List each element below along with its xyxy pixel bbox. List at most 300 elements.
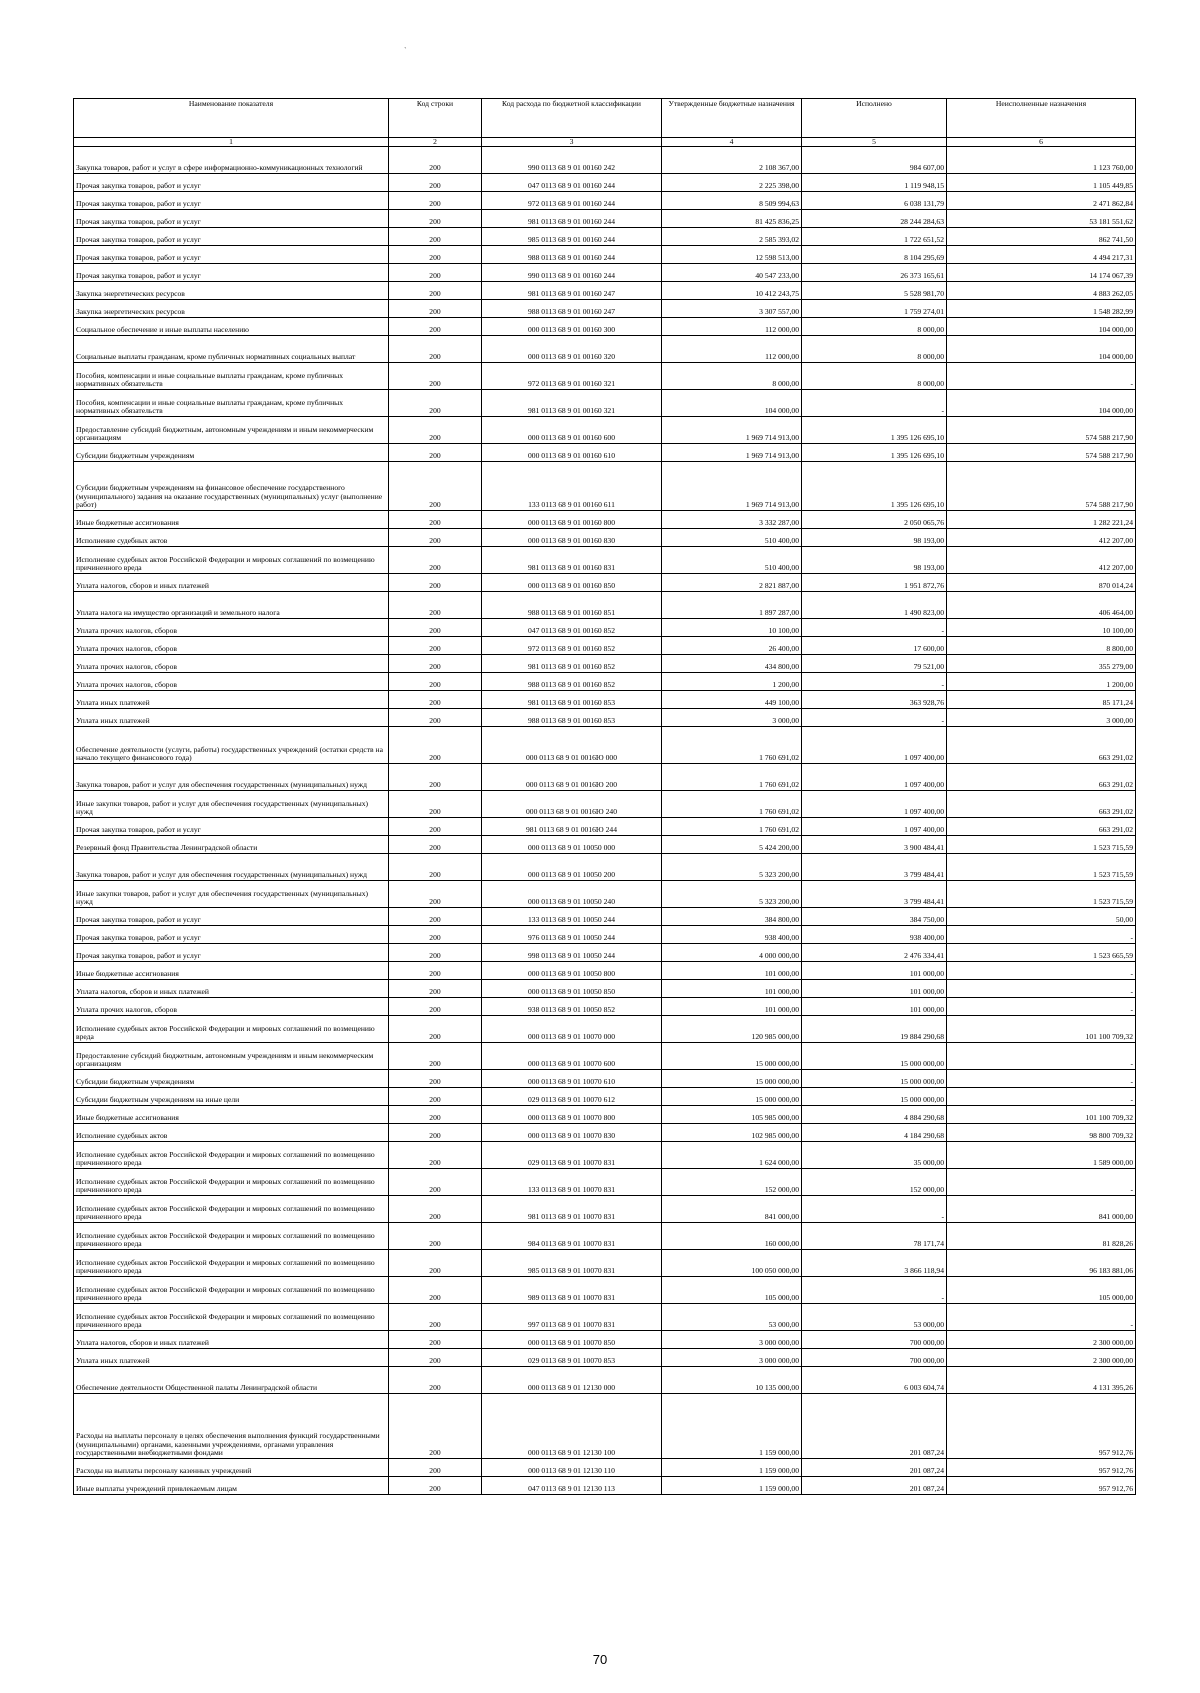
- row-line-code: 200: [389, 363, 482, 390]
- row-unexecuted: 85 171,24: [947, 691, 1136, 709]
- row-budget-code: 000 0113 68 9 01 10070 000: [482, 1016, 662, 1043]
- row-line-code: 200: [389, 1142, 482, 1169]
- table-row: [74, 300, 1136, 318]
- row-budget-code: 981 0113 68 9 01 00160 831: [482, 547, 662, 574]
- row-approved: 1 159 000,00: [662, 1459, 802, 1477]
- row-line-code: 200: [389, 1106, 482, 1124]
- row-name: Расходы на выплаты персоналу в целях обеспечения выполнения функций государственными (муниципальными) органами, казенными учреждениями, органами управления государственными внебюджетными фондами: [74, 1394, 389, 1459]
- row-unexecuted: -: [947, 1304, 1136, 1331]
- row-approved: 2 225 398,00: [662, 174, 802, 192]
- row-budget-code: 000 0113 68 9 01 10070 610: [482, 1070, 662, 1088]
- row-name: Прочая закупка товаров, работ и услуг: [74, 246, 389, 264]
- row-unexecuted: 574 588 217,90: [947, 417, 1136, 444]
- row-approved: 112 000,00: [662, 318, 802, 336]
- row-executed: 101 000,00: [802, 998, 947, 1016]
- row-name: Резервный фонд Правительства Ленинградской области: [74, 836, 389, 854]
- row-name: Исполнение судебных актов Российской Федерации и мировых соглашений по возмещению причиненного вреда: [74, 1277, 389, 1304]
- row-line-code: 200: [389, 1477, 482, 1495]
- row-unexecuted: 104 000,00: [947, 336, 1136, 363]
- table-row: [74, 1142, 1136, 1169]
- row-budget-code: 000 0113 68 9 01 12130 100: [482, 1394, 662, 1459]
- page-number: 70: [592, 1652, 608, 1667]
- row-unexecuted: 50,00: [947, 908, 1136, 926]
- table-row: [74, 691, 1136, 709]
- row-unexecuted: -: [947, 962, 1136, 980]
- row-unexecuted: 8 800,00: [947, 637, 1136, 655]
- row-line-code: 200: [389, 1459, 482, 1477]
- row-approved: 152 000,00: [662, 1169, 802, 1196]
- table-row: [74, 592, 1136, 619]
- row-line-code: 200: [389, 836, 482, 854]
- row-unexecuted: 406 464,00: [947, 592, 1136, 619]
- row-name: Исполнение судебных актов Российской Федерации и мировых соглашений по возмещению вреда: [74, 1016, 389, 1043]
- row-executed: 384 750,00: [802, 908, 947, 926]
- row-budget-code: 000 0113 68 9 01 10050 800: [482, 962, 662, 980]
- row-unexecuted: 412 207,00: [947, 529, 1136, 547]
- row-executed: -: [802, 619, 947, 637]
- table-row: [74, 174, 1136, 192]
- column-number: 3: [482, 138, 662, 147]
- row-budget-code: 988 0113 68 9 01 00160 853: [482, 709, 662, 727]
- table-row: [74, 998, 1136, 1016]
- row-executed: 201 087,24: [802, 1459, 947, 1477]
- row-name: Предоставление субсидий бюджетным, автономным учреждениям и иным некоммерческим организациям: [74, 1043, 389, 1070]
- table-row: [74, 1250, 1136, 1277]
- row-line-code: 200: [389, 673, 482, 691]
- row-approved: 2 821 887,00: [662, 574, 802, 592]
- row-line-code: 200: [389, 1016, 482, 1043]
- row-approved: 53 000,00: [662, 1304, 802, 1331]
- row-line-code: 200: [389, 264, 482, 282]
- row-line-code: 200: [389, 174, 482, 192]
- row-unexecuted: -: [947, 980, 1136, 998]
- row-executed: 3 799 484,41: [802, 854, 947, 881]
- row-budget-code: 000 0113 68 9 01 10050 240: [482, 881, 662, 908]
- table-row: [74, 318, 1136, 336]
- row-line-code: 200: [389, 1070, 482, 1088]
- row-name: Субсидии бюджетным учреждениям на финансовое обеспечение государственного (муниципального) задания на оказание государственных (муниципальных) услуг (выполнение работ): [74, 462, 389, 511]
- row-unexecuted: -: [947, 363, 1136, 390]
- row-line-code: 200: [389, 1367, 482, 1394]
- table-row: [74, 462, 1136, 511]
- row-approved: 15 000 000,00: [662, 1070, 802, 1088]
- table-row: [74, 574, 1136, 592]
- row-executed: -: [802, 390, 947, 417]
- row-line-code: 200: [389, 637, 482, 655]
- row-approved: 3 307 557,00: [662, 300, 802, 318]
- row-budget-code: 984 0113 68 9 01 10070 831: [482, 1223, 662, 1250]
- row-executed: 4 884 290,68: [802, 1106, 947, 1124]
- row-approved: 102 985 000,00: [662, 1124, 802, 1142]
- row-executed: 19 884 290,68: [802, 1016, 947, 1043]
- row-executed: 938 400,00: [802, 926, 947, 944]
- row-name: Прочая закупка товаров, работ и услуг: [74, 210, 389, 228]
- row-executed: 1 097 400,00: [802, 727, 947, 764]
- row-approved: 12 598 513,00: [662, 246, 802, 264]
- row-budget-code: 000 0113 68 9 01 10050 000: [482, 836, 662, 854]
- table-row: [74, 390, 1136, 417]
- row-budget-code: 981 0113 68 9 01 10070 831: [482, 1196, 662, 1223]
- row-unexecuted: 1 523 715,59: [947, 854, 1136, 881]
- header-indicator-name: Наименование показателя: [74, 99, 389, 138]
- row-line-code: 200: [389, 1124, 482, 1142]
- row-approved: 40 547 233,00: [662, 264, 802, 282]
- row-unexecuted: 4 883 262,05: [947, 282, 1136, 300]
- row-budget-code: 000 0113 68 9 01 00160 830: [482, 529, 662, 547]
- row-budget-code: 000 0113 68 9 01 10050 850: [482, 980, 662, 998]
- row-line-code: 200: [389, 228, 482, 246]
- row-budget-code: 047 0113 68 9 01 00160 244: [482, 174, 662, 192]
- row-executed: 15 000 000,00: [802, 1088, 947, 1106]
- row-name: Исполнение судебных актов Российской Федерации и мировых соглашений по возмещению причиненного вреда: [74, 547, 389, 574]
- row-executed: 984 607,00: [802, 147, 947, 174]
- row-approved: 5 323 200,00: [662, 854, 802, 881]
- table-row: [74, 1394, 1136, 1459]
- row-unexecuted: 663 291,02: [947, 727, 1136, 764]
- row-line-code: 200: [389, 529, 482, 547]
- table-row: [74, 1331, 1136, 1349]
- row-name: Обеспечение деятельности Общественной палаты Ленинградской области: [74, 1367, 389, 1394]
- row-unexecuted: -: [947, 1169, 1136, 1196]
- row-budget-code: 981 0113 68 9 01 00160 853: [482, 691, 662, 709]
- row-approved: 101 000,00: [662, 962, 802, 980]
- row-budget-code: 972 0113 68 9 01 00160 244: [482, 192, 662, 210]
- table-header-row: [74, 99, 1136, 138]
- row-name: Уплата налога на имущество организаций и земельного налога: [74, 592, 389, 619]
- row-line-code: 200: [389, 1169, 482, 1196]
- row-line-code: 200: [389, 655, 482, 673]
- row-budget-code: 972 0113 68 9 01 00160 852: [482, 637, 662, 655]
- row-budget-code: 000 0113 68 9 01 10050 200: [482, 854, 662, 881]
- row-approved: 3 332 287,00: [662, 511, 802, 529]
- row-approved: 3 000 000,00: [662, 1331, 802, 1349]
- row-budget-code: 985 0113 68 9 01 10070 831: [482, 1250, 662, 1277]
- row-budget-code: 000 0113 68 9 01 00160 600: [482, 417, 662, 444]
- table-row: [74, 727, 1136, 764]
- row-budget-code: 133 0113 68 9 01 10050 244: [482, 908, 662, 926]
- row-name: Прочая закупка товаров, работ и услуг: [74, 192, 389, 210]
- column-number: 6: [947, 138, 1136, 147]
- table-row: [74, 336, 1136, 363]
- row-executed: 26 373 165,61: [802, 264, 947, 282]
- row-approved: 1 159 000,00: [662, 1477, 802, 1495]
- row-approved: 3 000 000,00: [662, 1349, 802, 1367]
- row-name: Иные бюджетные ассигнования: [74, 1106, 389, 1124]
- row-unexecuted: 96 183 881,06: [947, 1250, 1136, 1277]
- row-unexecuted: 81 828,26: [947, 1223, 1136, 1250]
- row-executed: 4 184 290,68: [802, 1124, 947, 1142]
- row-budget-code: 989 0113 68 9 01 10070 831: [482, 1277, 662, 1304]
- row-name: Иные выплаты учреждений привлекаемым лицам: [74, 1477, 389, 1495]
- table-row: [74, 673, 1136, 691]
- table-row: [74, 147, 1136, 174]
- column-number: 1: [74, 138, 389, 147]
- row-executed: 1 395 126 695,10: [802, 417, 947, 444]
- table-row: [74, 791, 1136, 818]
- row-approved: 384 800,00: [662, 908, 802, 926]
- row-name: Иные закупки товаров, работ и услуг для обеспечения государственных (муниципальных) нужд: [74, 881, 389, 908]
- row-executed: 1 097 400,00: [802, 791, 947, 818]
- row-line-code: 200: [389, 998, 482, 1016]
- row-approved: 1 969 714 913,00: [662, 462, 802, 511]
- row-budget-code: 938 0113 68 9 01 10050 852: [482, 998, 662, 1016]
- table-row: [74, 926, 1136, 944]
- row-name: Уплата прочих налогов, сборов: [74, 673, 389, 691]
- row-approved: 15 000 000,00: [662, 1043, 802, 1070]
- row-budget-code: 990 0113 68 9 01 00160 242: [482, 147, 662, 174]
- row-line-code: 200: [389, 1043, 482, 1070]
- row-approved: 101 000,00: [662, 998, 802, 1016]
- column-number: 2: [389, 138, 482, 147]
- row-budget-code: 000 0113 68 9 01 0016Ю 200: [482, 764, 662, 791]
- row-unexecuted: 957 912,76: [947, 1477, 1136, 1495]
- row-line-code: 200: [389, 619, 482, 637]
- row-approved: 1 760 691,02: [662, 764, 802, 791]
- table-row: [74, 1088, 1136, 1106]
- row-unexecuted: 101 100 709,32: [947, 1106, 1136, 1124]
- row-budget-code: 972 0113 68 9 01 00160 321: [482, 363, 662, 390]
- table-row: [74, 210, 1136, 228]
- row-budget-code: 000 0113 68 9 01 00160 800: [482, 511, 662, 529]
- row-executed: 201 087,24: [802, 1477, 947, 1495]
- row-name: Исполнение судебных актов Российской Федерации и мировых соглашений по возмещению причиненного вреда: [74, 1142, 389, 1169]
- row-executed: 53 000,00: [802, 1304, 947, 1331]
- row-budget-code: 985 0113 68 9 01 00160 244: [482, 228, 662, 246]
- header-executed: Исполнено: [802, 99, 947, 138]
- row-line-code: 200: [389, 818, 482, 836]
- row-budget-code: 029 0113 68 9 01 10070 853: [482, 1349, 662, 1367]
- row-budget-code: 047 0113 68 9 01 00160 852: [482, 619, 662, 637]
- row-budget-code: 047 0113 68 9 01 12130 113: [482, 1477, 662, 1495]
- table-row: [74, 1477, 1136, 1495]
- row-line-code: 200: [389, 926, 482, 944]
- table-row: [74, 1070, 1136, 1088]
- row-executed: 78 171,74: [802, 1223, 947, 1250]
- row-approved: 10 135 000,00: [662, 1367, 802, 1394]
- row-name: Иные бюджетные ассигнования: [74, 511, 389, 529]
- table-row: [74, 818, 1136, 836]
- row-budget-code: 000 0113 68 9 01 0016Ю 240: [482, 791, 662, 818]
- row-unexecuted: 14 174 067,39: [947, 264, 1136, 282]
- table-row: [74, 529, 1136, 547]
- row-name: Субсидии бюджетным учреждениям: [74, 444, 389, 462]
- table-row: [74, 1367, 1136, 1394]
- table-row: [74, 1459, 1136, 1477]
- row-unexecuted: 1 123 760,00: [947, 147, 1136, 174]
- row-budget-code: 000 0113 68 9 01 12130 110: [482, 1459, 662, 1477]
- row-line-code: 200: [389, 1223, 482, 1250]
- table-row: [74, 192, 1136, 210]
- table-row: [74, 444, 1136, 462]
- row-unexecuted: 4 494 217,31: [947, 246, 1136, 264]
- row-executed: -: [802, 673, 947, 691]
- row-name: Социальные выплаты гражданам, кроме публичных нормативных социальных выплат: [74, 336, 389, 363]
- row-budget-code: 981 0113 68 9 01 00160 321: [482, 390, 662, 417]
- row-budget-code: 988 0113 68 9 01 00160 244: [482, 246, 662, 264]
- row-executed: 1 097 400,00: [802, 764, 947, 791]
- table-row: [74, 1106, 1136, 1124]
- row-executed: 98 193,00: [802, 529, 947, 547]
- row-executed: 8 104 295,69: [802, 246, 947, 264]
- row-unexecuted: 412 207,00: [947, 547, 1136, 574]
- row-unexecuted: 1 548 282,99: [947, 300, 1136, 318]
- row-name: Обеспечение деятельности (услуги, работы) государственных учреждений (остатки средств на начало текущего финансового года): [74, 727, 389, 764]
- header-line-code: Код строки: [389, 99, 482, 138]
- header-approved: Утвержденные бюджетные назначения: [662, 99, 802, 138]
- row-name: Закупка энергетических ресурсов: [74, 282, 389, 300]
- column-number-row: [74, 138, 1136, 147]
- row-line-code: 200: [389, 417, 482, 444]
- row-approved: 101 000,00: [662, 980, 802, 998]
- row-unexecuted: 101 100 709,32: [947, 1016, 1136, 1043]
- row-line-code: 200: [389, 1331, 482, 1349]
- row-budget-code: 988 0113 68 9 01 00160 247: [482, 300, 662, 318]
- row-name: Иные бюджетные ассигнования: [74, 962, 389, 980]
- table-row: [74, 511, 1136, 529]
- row-name: Закупка товаров, работ и услуг в сфере информационно-коммуникационных технологий: [74, 147, 389, 174]
- row-name: Уплата иных платежей: [74, 709, 389, 727]
- row-name: Прочая закупка товаров, работ и услуг: [74, 228, 389, 246]
- row-name: Исполнение судебных актов Российской Федерации и мировых соглашений по возмещению причиненного вреда: [74, 1304, 389, 1331]
- row-name: Прочая закупка товаров, работ и услуг: [74, 926, 389, 944]
- row-executed: 700 000,00: [802, 1331, 947, 1349]
- row-line-code: 200: [389, 791, 482, 818]
- row-line-code: 200: [389, 547, 482, 574]
- row-name: Закупка товаров, работ и услуг для обеспечения государственных (муниципальных) нужд: [74, 764, 389, 791]
- row-executed: 101 000,00: [802, 962, 947, 980]
- row-executed: 17 600,00: [802, 637, 947, 655]
- row-executed: 3 866 118,94: [802, 1250, 947, 1277]
- row-line-code: 200: [389, 980, 482, 998]
- row-name: Уплата прочих налогов, сборов: [74, 637, 389, 655]
- row-budget-code: 990 0113 68 9 01 00160 244: [482, 264, 662, 282]
- row-line-code: 200: [389, 511, 482, 529]
- row-executed: 2 476 334,41: [802, 944, 947, 962]
- row-unexecuted: 1 200,00: [947, 673, 1136, 691]
- row-approved: 10 100,00: [662, 619, 802, 637]
- row-executed: 700 000,00: [802, 1349, 947, 1367]
- table-row: [74, 962, 1136, 980]
- row-executed: 1 490 823,00: [802, 592, 947, 619]
- row-executed: 1 395 126 695,10: [802, 462, 947, 511]
- table-row: [74, 944, 1136, 962]
- row-approved: 1 760 691,02: [662, 818, 802, 836]
- table-row: [74, 1349, 1136, 1367]
- row-executed: -: [802, 1196, 947, 1223]
- row-budget-code: 997 0113 68 9 01 10070 831: [482, 1304, 662, 1331]
- row-budget-code: 988 0113 68 9 01 00160 852: [482, 673, 662, 691]
- table-row: [74, 1196, 1136, 1223]
- row-executed: 1 119 948,15: [802, 174, 947, 192]
- row-name: Пособия, компенсации и иные социальные выплаты гражданам, кроме публичных нормативных обязательств: [74, 363, 389, 390]
- row-unexecuted: 104 000,00: [947, 390, 1136, 417]
- header-budget-code: Код расхода по бюджетной классификации: [482, 99, 662, 138]
- row-line-code: 200: [389, 1394, 482, 1459]
- row-line-code: 200: [389, 691, 482, 709]
- row-executed: 1 951 872,76: [802, 574, 947, 592]
- table-row: [74, 363, 1136, 390]
- row-name: Уплата иных платежей: [74, 1349, 389, 1367]
- row-unexecuted: 10 100,00: [947, 619, 1136, 637]
- row-executed: 15 000 000,00: [802, 1070, 947, 1088]
- table-row: [74, 881, 1136, 908]
- row-name: Предоставление субсидий бюджетным, автономным учреждениям и иным некоммерческим организациям: [74, 417, 389, 444]
- row-name: Уплата прочих налогов, сборов: [74, 619, 389, 637]
- row-line-code: 200: [389, 300, 482, 318]
- row-unexecuted: 105 000,00: [947, 1277, 1136, 1304]
- row-executed: 363 928,76: [802, 691, 947, 709]
- row-approved: 26 400,00: [662, 637, 802, 655]
- row-approved: 10 412 243,75: [662, 282, 802, 300]
- row-executed: 5 528 981,70: [802, 282, 947, 300]
- row-name: Уплата иных платежей: [74, 691, 389, 709]
- row-executed: 79 521,00: [802, 655, 947, 673]
- row-executed: 3 799 484,41: [802, 881, 947, 908]
- table-row: [74, 547, 1136, 574]
- table-row: [74, 836, 1136, 854]
- row-executed: 8 000,00: [802, 336, 947, 363]
- row-name: Исполнение судебных актов: [74, 1124, 389, 1142]
- row-executed: 101 000,00: [802, 980, 947, 998]
- row-budget-code: 029 0113 68 9 01 10070 612: [482, 1088, 662, 1106]
- row-name: Уплата налогов, сборов и иных платежей: [74, 980, 389, 998]
- row-unexecuted: 1 282 221,24: [947, 511, 1136, 529]
- row-approved: 4 000 000,00: [662, 944, 802, 962]
- row-unexecuted: 355 279,00: [947, 655, 1136, 673]
- row-unexecuted: -: [947, 926, 1136, 944]
- row-budget-code: 000 0113 68 9 01 12130 000: [482, 1367, 662, 1394]
- row-line-code: 200: [389, 390, 482, 417]
- row-line-code: 200: [389, 854, 482, 881]
- table-body: [74, 147, 1136, 1495]
- row-budget-code: 000 0113 68 9 01 10070 600: [482, 1043, 662, 1070]
- row-unexecuted: 1 589 000,00: [947, 1142, 1136, 1169]
- row-name: Исполнение судебных актов Российской Федерации и мировых соглашений по возмещению причиненного вреда: [74, 1196, 389, 1223]
- row-executed: 6 038 131,79: [802, 192, 947, 210]
- row-unexecuted: 4 131 395,26: [947, 1367, 1136, 1394]
- row-approved: 841 000,00: [662, 1196, 802, 1223]
- row-name: Пособия, компенсации и иные социальные выплаты гражданам, кроме публичных нормативных обязательств: [74, 390, 389, 417]
- table-row: [74, 980, 1136, 998]
- row-line-code: 200: [389, 1277, 482, 1304]
- table-row: [74, 655, 1136, 673]
- row-approved: 510 400,00: [662, 547, 802, 574]
- row-name: Уплата прочих налогов, сборов: [74, 655, 389, 673]
- row-name: Субсидии бюджетным учреждениям: [74, 1070, 389, 1088]
- row-budget-code: 998 0113 68 9 01 10050 244: [482, 944, 662, 962]
- row-unexecuted: 957 912,76: [947, 1394, 1136, 1459]
- table-row: [74, 264, 1136, 282]
- table-row: [74, 764, 1136, 791]
- row-line-code: 200: [389, 908, 482, 926]
- row-executed: -: [802, 1277, 947, 1304]
- row-executed: -: [802, 709, 947, 727]
- row-name: Исполнение судебных актов Российской Федерации и мировых соглашений по возмещению причиненного вреда: [74, 1223, 389, 1250]
- row-name: Закупка энергетических ресурсов: [74, 300, 389, 318]
- row-executed: 2 050 065,76: [802, 511, 947, 529]
- row-line-code: 200: [389, 336, 482, 363]
- row-budget-code: 029 0113 68 9 01 10070 831: [482, 1142, 662, 1169]
- row-executed: 8 000,00: [802, 318, 947, 336]
- row-unexecuted: 98 800 709,32: [947, 1124, 1136, 1142]
- row-name: Исполнение судебных актов Российской Федерации и мировых соглашений по возмещению причиненного вреда: [74, 1169, 389, 1196]
- row-unexecuted: 870 014,24: [947, 574, 1136, 592]
- row-approved: 1 200,00: [662, 673, 802, 691]
- row-line-code: 200: [389, 318, 482, 336]
- row-executed: 98 193,00: [802, 547, 947, 574]
- row-approved: 104 000,00: [662, 390, 802, 417]
- row-budget-code: 000 0113 68 9 01 00160 610: [482, 444, 662, 462]
